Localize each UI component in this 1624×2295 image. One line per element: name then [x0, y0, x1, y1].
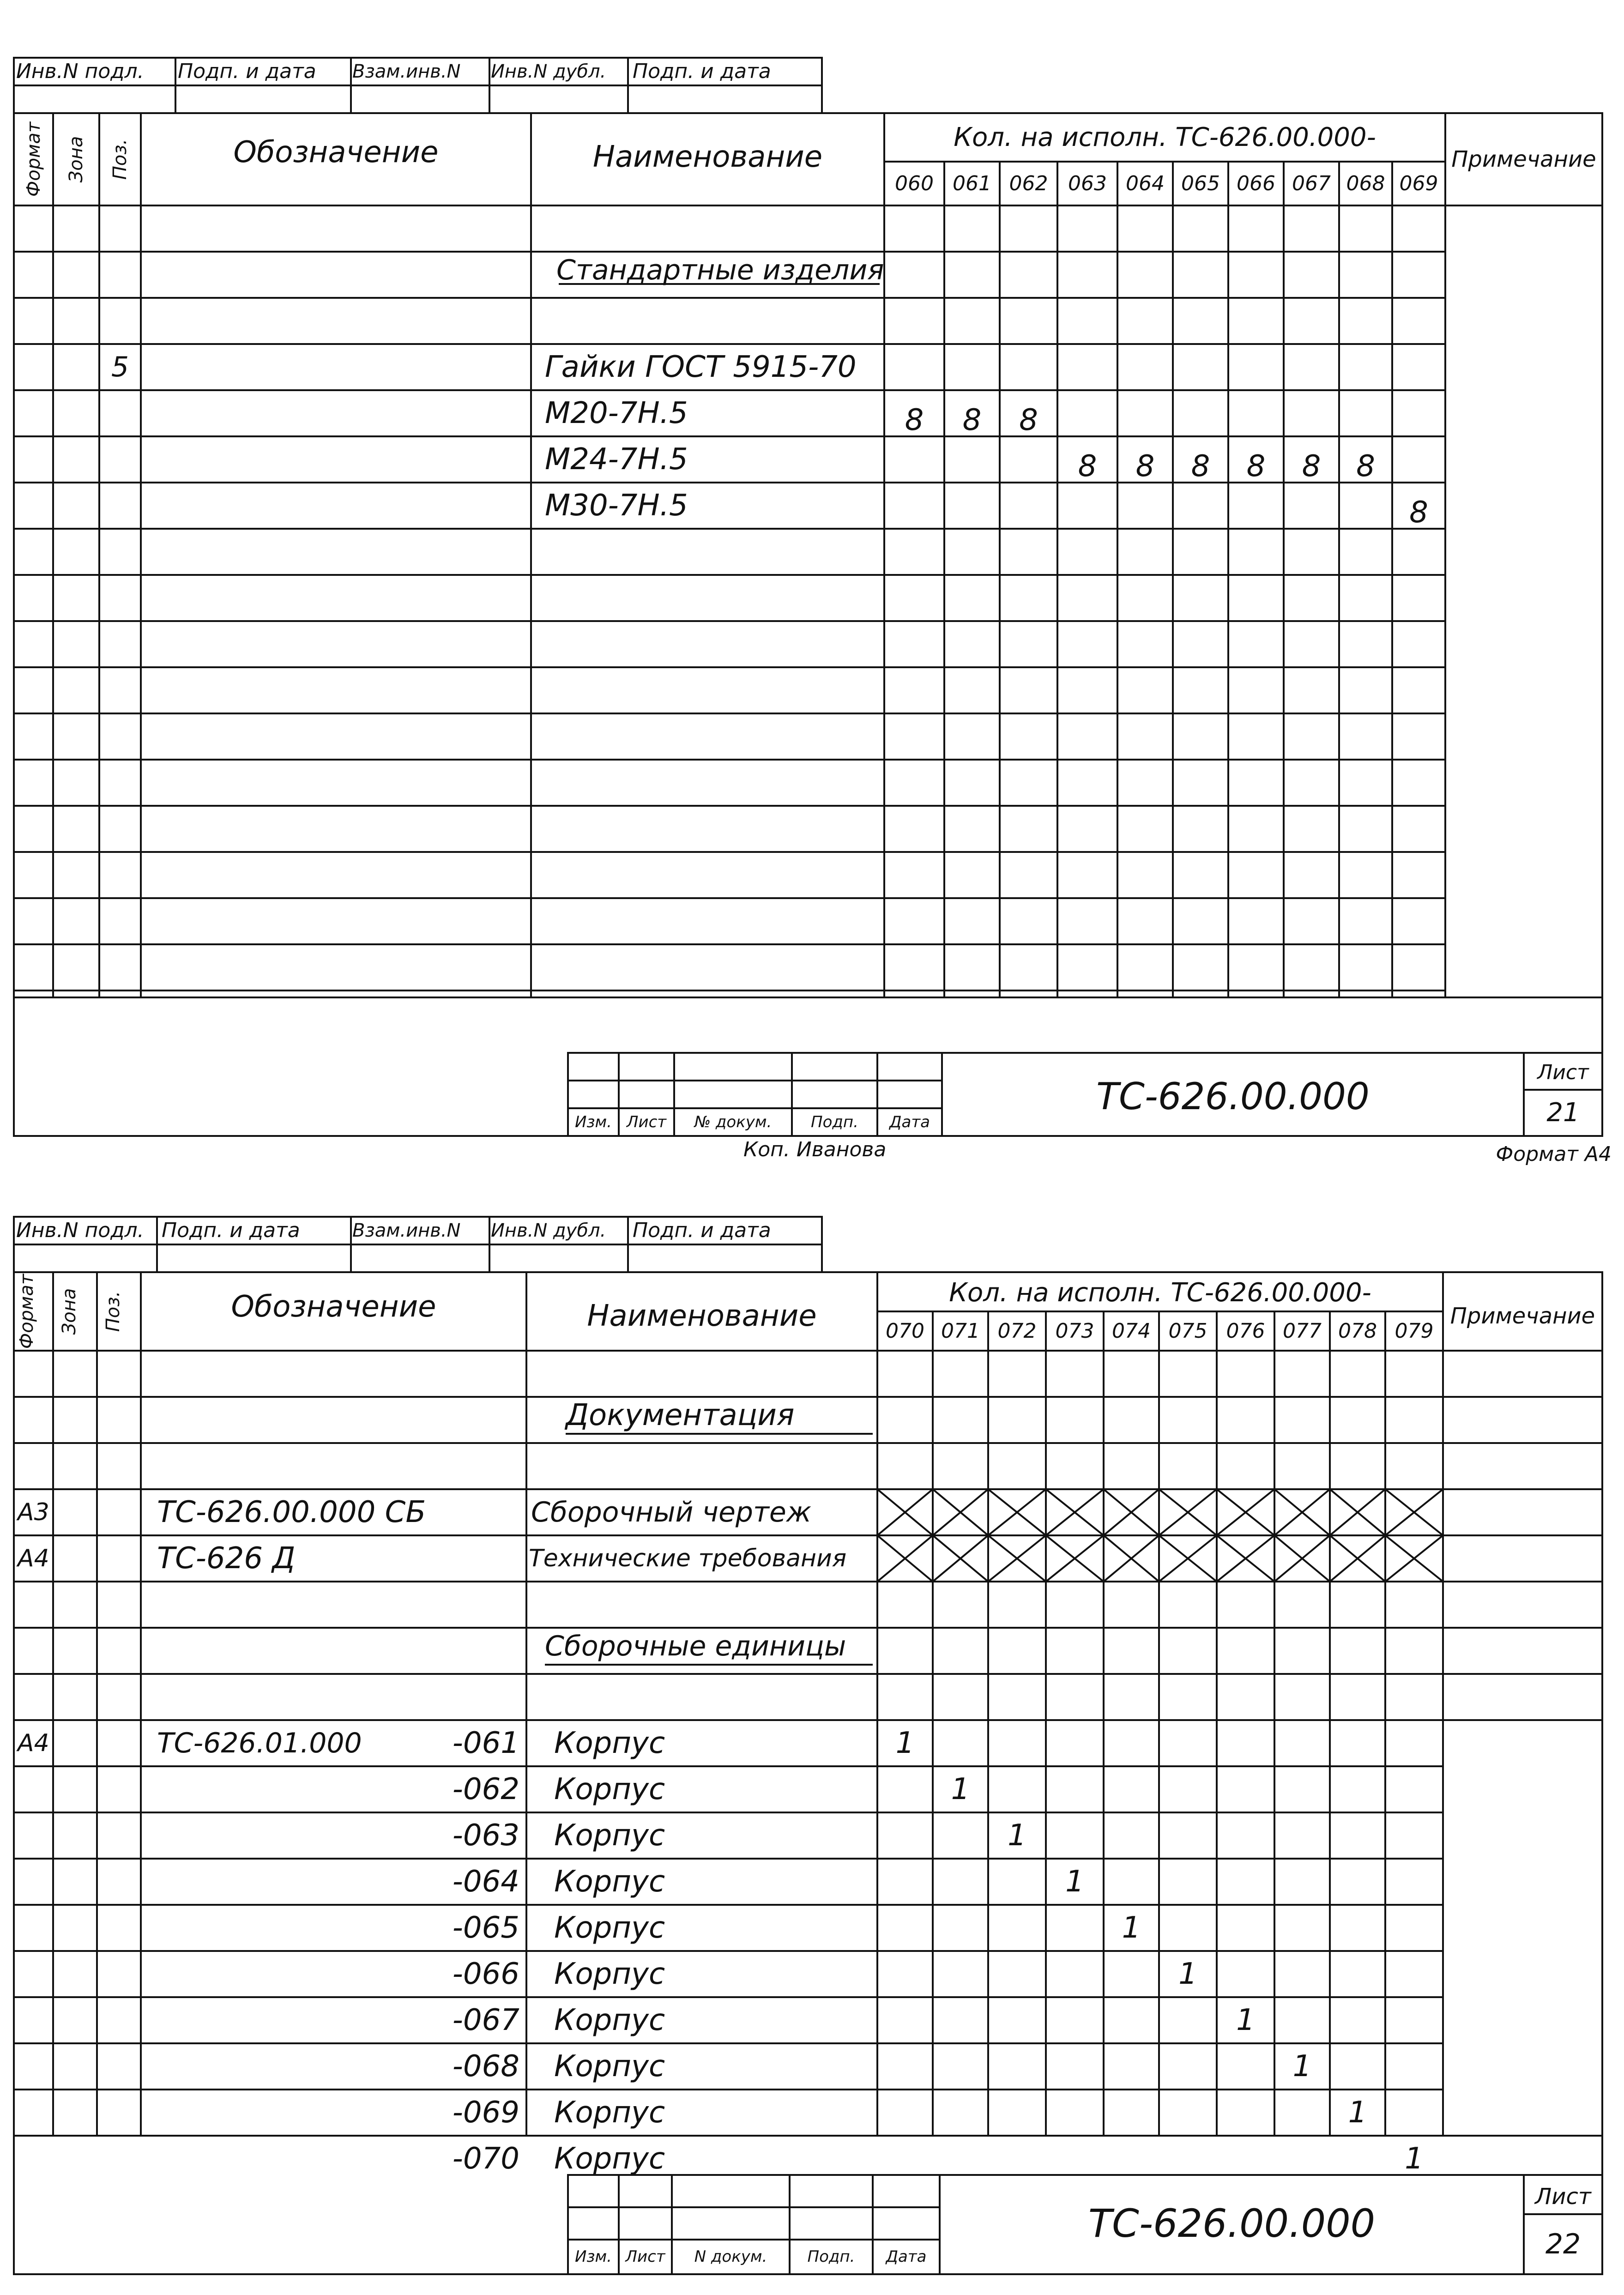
- row-suffix: -069: [452, 2096, 519, 2130]
- row-suffix: -066: [452, 1957, 519, 1991]
- row-name: Технические требования: [529, 1545, 847, 1572]
- variant-header: 067: [1292, 172, 1331, 195]
- variant-header: 061: [953, 172, 991, 195]
- stamp-sign-date-2: Подп. и дата: [633, 1219, 771, 1242]
- qty-cell: 1: [1348, 2096, 1367, 2130]
- variant-header: 069: [1399, 172, 1438, 195]
- row-suffix: -070: [452, 2142, 519, 2176]
- stamp-sign-date: Подп. и дата: [178, 60, 316, 83]
- header-pos: Поз.: [109, 139, 131, 180]
- header-zone: Зона: [59, 1288, 80, 1335]
- qty-cell: 8: [1246, 449, 1266, 483]
- variant-header: 068: [1346, 172, 1385, 195]
- qty-cell: 1: [1065, 1865, 1084, 1899]
- variant-header: 078: [1338, 1319, 1377, 1343]
- row-designation: ТС-626 Д: [157, 1541, 296, 1576]
- row-name: Корпус: [554, 2049, 665, 2084]
- qty-cell: 8: [1191, 449, 1210, 483]
- row-name: Корпус: [554, 1726, 665, 1760]
- stamp-sign-date-2: Подп. и дата: [633, 60, 771, 83]
- row-name: M30-7H.5: [545, 489, 688, 523]
- variant-header: 071: [941, 1319, 980, 1343]
- stamp-duplicate-inv: Инв.N дубл.: [491, 1220, 606, 1241]
- qty-cell: 1: [1292, 2049, 1312, 2084]
- row-suffix: -067: [452, 2003, 519, 2037]
- tb-doc-number: ТС-626.00.000: [1096, 1075, 1370, 1118]
- variant-header: 076: [1226, 1319, 1265, 1343]
- header-note: Примечание: [1450, 1303, 1595, 1329]
- tb-label-change: Изм.: [575, 2247, 612, 2266]
- header-name: Наименование: [592, 140, 823, 174]
- header-zone: Зона: [66, 136, 87, 183]
- variant-header: 074: [1112, 1319, 1151, 1343]
- row-name: Гайки ГОСТ 5915-70: [545, 350, 857, 384]
- row-format: А4: [18, 1545, 49, 1572]
- row-name: Корпус: [554, 1865, 665, 1899]
- qty-cell: 1: [1122, 1911, 1141, 1945]
- section-title-assemblies: Сборочные единицы: [545, 1630, 846, 1662]
- header-designation: Обозначение: [233, 135, 439, 169]
- qty-cell: 1: [951, 1772, 970, 1806]
- stamp-inv-original: Инв.N подл.: [16, 1219, 144, 1242]
- row-name: Корпус: [554, 1818, 665, 1853]
- row-designation: ТС-626.00.000 СБ: [157, 1495, 426, 1529]
- row-suffix: -068: [452, 2049, 519, 2084]
- format-note: Формат А4: [1496, 1142, 1612, 1166]
- variant-header: 062: [1009, 172, 1048, 195]
- section-title-documentation: Документация: [566, 1398, 795, 1432]
- stamp-replacement-inv: Взам.инв.N: [352, 1220, 461, 1241]
- qty-cell: 8: [1356, 449, 1375, 483]
- tb-sheet-label: Лист: [1535, 2184, 1591, 2210]
- header-qty-title: Кол. на исполн. ТС-626.00.000-: [954, 122, 1376, 152]
- qty-cell: 8: [1135, 449, 1155, 483]
- variant-header: 060: [895, 172, 934, 195]
- tb-label-date: Дата: [886, 2247, 927, 2266]
- row-name: Корпус: [554, 2142, 665, 2176]
- qty-cell: 8: [905, 403, 924, 437]
- row-name: Корпус: [554, 1772, 665, 1806]
- variant-header: 066: [1237, 172, 1275, 195]
- row-suffix: -064: [452, 1865, 519, 1899]
- variant-header: 079: [1395, 1319, 1434, 1343]
- header-designation: Обозначение: [231, 1290, 436, 1324]
- tb-sheet-label: Лист: [1537, 1061, 1589, 1084]
- header-pos: Поз.: [103, 1291, 124, 1332]
- tb-sheet-number: 21: [1546, 1098, 1580, 1128]
- stamp-duplicate-inv: Инв.N дубл.: [491, 61, 606, 82]
- variant-header: 075: [1168, 1319, 1207, 1343]
- header-name: Наименование: [587, 1299, 817, 1333]
- row-suffix: -062: [452, 1772, 519, 1806]
- row-designation: ТС-626.01.000: [157, 1727, 362, 1759]
- variant-header: 077: [1283, 1319, 1322, 1343]
- qty-cell: 1: [895, 1726, 915, 1760]
- qty-cell: 1: [1236, 2003, 1255, 2037]
- row-name: Корпус: [554, 1957, 665, 1991]
- tb-label-sheet: Лист: [625, 2247, 665, 2266]
- header-format: Формат: [16, 1274, 37, 1349]
- header-format: Формат: [23, 121, 44, 197]
- row-format: А4: [18, 1729, 49, 1757]
- qty-cell: 8: [1019, 403, 1038, 437]
- row-suffix: -063: [452, 1818, 519, 1853]
- row-format: А3: [18, 1498, 49, 1526]
- qty-cell: 8: [1302, 449, 1321, 483]
- row-name: M20-7H.5: [545, 396, 688, 430]
- tb-label-change: Изм.: [575, 1113, 612, 1131]
- row-pos: 5: [111, 351, 129, 383]
- tb-label-docno: N докум.: [694, 2247, 767, 2266]
- row-name: Корпус: [554, 2003, 665, 2037]
- variant-header: 063: [1068, 172, 1107, 195]
- tb-label-docno: № докум.: [694, 1113, 772, 1131]
- qty-cell: 8: [1409, 495, 1428, 530]
- tb-label-sheet: Лист: [626, 1113, 667, 1131]
- variant-header: 072: [997, 1319, 1037, 1343]
- variant-header: 070: [886, 1319, 924, 1343]
- row-name: M24-7H.5: [545, 442, 688, 477]
- variant-header: 064: [1126, 172, 1165, 195]
- tb-sheet-number: 22: [1545, 2228, 1581, 2260]
- row-name: Корпус: [554, 1911, 665, 1945]
- header-note: Примечание: [1451, 146, 1596, 172]
- tb-label-date: Дата: [889, 1113, 930, 1131]
- stamp-sign-date: Подп. и дата: [162, 1219, 300, 1242]
- row-name: Сборочный чертеж: [531, 1496, 811, 1528]
- tb-doc-number: ТС-626.00.000: [1088, 2201, 1376, 2246]
- section-title-standard-parts: Стандартные изделия: [556, 254, 884, 286]
- row-name: Корпус: [554, 2096, 665, 2130]
- row-suffix: -061: [452, 1726, 519, 1760]
- tb-label-sign: Подп.: [811, 1113, 858, 1131]
- stamp-replacement-inv: Взам.инв.N: [352, 61, 461, 82]
- qty-cell: 1: [1405, 2142, 1424, 2176]
- variant-header: 065: [1181, 172, 1220, 195]
- variant-header: 073: [1055, 1319, 1094, 1343]
- qty-cell: 1: [1008, 1818, 1026, 1853]
- qty-cell: 1: [1178, 1957, 1197, 1991]
- row-suffix: -065: [452, 1911, 519, 1945]
- stamp-inv-original: Инв.N подл.: [16, 60, 144, 83]
- header-qty-title: Кол. на исполн. ТС-626.00.000-: [949, 1278, 1371, 1308]
- qty-cell: 8: [962, 403, 982, 437]
- tb-label-sign: Подп.: [807, 2247, 855, 2266]
- qty-cell: 8: [1078, 449, 1097, 483]
- copied-by: Коп. Иванова: [743, 1138, 887, 1161]
